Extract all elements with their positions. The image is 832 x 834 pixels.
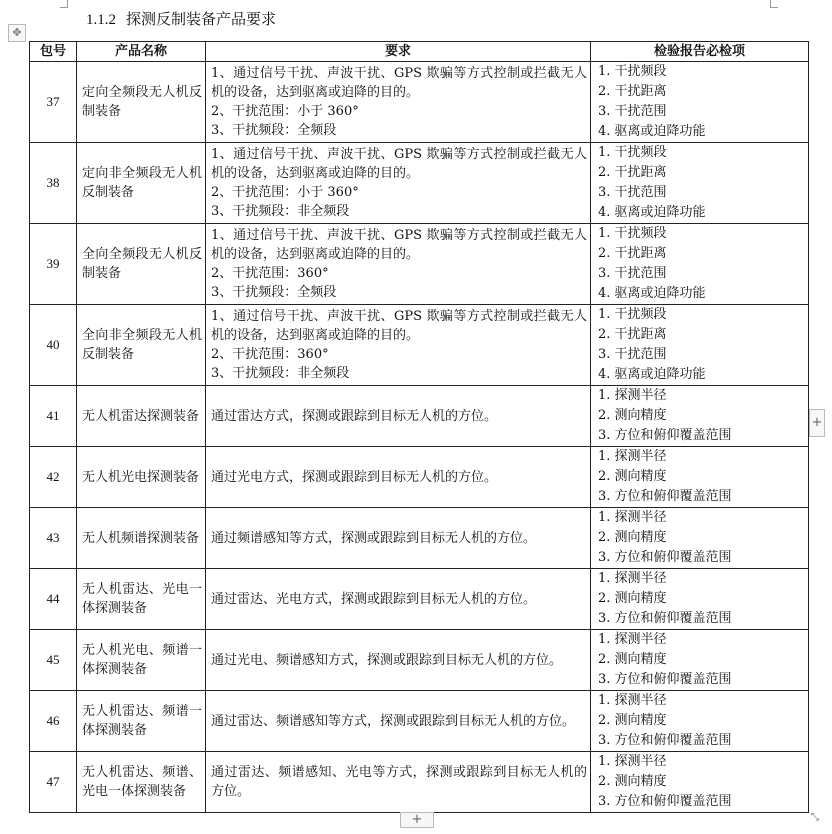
table-row	[30, 691, 809, 752]
required-test-item: 2. 测向精度	[598, 408, 667, 423]
package-number-cell: 40	[30, 305, 77, 386]
requirement-line: 1、通过信号干扰、声波干扰、GPS 欺骗等方式控制或拦截无人机的设备，达到驱离或迫降的目的。	[211, 309, 587, 343]
required-test-item: 1. 干扰频段	[598, 226, 667, 241]
required-tests-cell	[591, 143, 809, 224]
product-name-cell: 全向全频段无人机反制装备	[77, 224, 206, 305]
table-move-handle-icon[interactable]: ✥	[8, 24, 26, 42]
required-tests-cell	[591, 569, 809, 630]
package-number-cell: 41	[30, 386, 77, 447]
required-test-item: 1. 干扰频段	[598, 307, 667, 322]
package-number-cell: 38	[30, 143, 77, 224]
required-test-item: 2. 干扰距离	[598, 84, 667, 99]
required-test-item: 3. 方位和俯仰覆盖范围	[598, 794, 732, 809]
required-test-item: 4. 驱离或迫降功能	[598, 286, 706, 301]
requirement-line: 3、干扰频段：非全频段	[211, 366, 350, 381]
requirement-line: 通过雷达、频谱感知等方式，探测或跟踪到目标无人机的方位。	[211, 713, 576, 729]
requirements-cell	[206, 143, 591, 224]
product-name-cell: 无人机雷达探测装备	[77, 386, 206, 447]
table-resize-icon[interactable]: ⤡	[811, 812, 819, 823]
requirement-line: 通过雷达、光电方式，探测或跟踪到目标无人机的方位。	[211, 591, 537, 607]
requirement-line: 通过频谱感知等方式，探测或跟踪到目标无人机的方位。	[211, 530, 537, 546]
requirement-line: 通过雷达、频谱感知、光电等方式，探测或跟踪到目标无人机的方位。	[211, 765, 587, 799]
requirement-line: 3、干扰频段：非全频段	[211, 204, 350, 219]
table-row	[30, 386, 809, 447]
requirement-line: 2、干扰范围：小于 360°	[211, 185, 359, 200]
package-number-cell: 46	[30, 691, 77, 752]
requirements-cell	[206, 569, 591, 630]
required-tests-cell	[591, 752, 809, 813]
table-row	[30, 62, 809, 143]
required-test-item: 2. 测向精度	[598, 591, 667, 606]
package-number-cell: 39	[30, 224, 77, 305]
requirements-cell	[206, 224, 591, 305]
requirements-cell	[206, 386, 591, 447]
add-row-icon[interactable]: +	[400, 812, 434, 828]
product-name-cell: 无人机雷达、频谱、光电一体探测装备	[77, 752, 206, 813]
page-corner-mark-right	[770, 0, 778, 8]
required-tests-cell	[591, 62, 809, 143]
requirement-line: 2、干扰范围：360°	[211, 266, 329, 281]
requirements-cell	[206, 62, 591, 143]
required-test-item: 4. 驱离或迫降功能	[598, 124, 706, 139]
required-test-item: 3. 方位和俯仰覆盖范围	[598, 733, 732, 748]
required-test-item: 2. 干扰距离	[598, 165, 667, 180]
required-test-item: 1. 探测半径	[598, 388, 667, 403]
required-tests-cell	[591, 691, 809, 752]
required-test-item: 1. 探测半径	[598, 449, 667, 464]
requirement-line: 3、干扰频段：全频段	[211, 123, 337, 138]
requirement-line: 通过光电方式，探测或跟踪到目标无人机的方位。	[211, 469, 498, 485]
table-row	[30, 752, 809, 813]
required-tests-cell	[591, 508, 809, 569]
required-test-item: 1. 干扰频段	[598, 64, 667, 79]
section-title: 探测反制装备产品要求	[126, 10, 277, 28]
package-number-cell: 45	[30, 630, 77, 691]
table-row	[30, 630, 809, 691]
required-test-item: 1. 探测半径	[598, 632, 667, 647]
required-test-item: 1. 干扰频段	[598, 145, 667, 160]
required-test-item: 1. 探测半径	[598, 693, 667, 708]
section-heading	[86, 8, 276, 30]
header-product-name: 产品名称	[77, 42, 206, 62]
required-test-item: 2. 测向精度	[598, 774, 667, 789]
required-test-item: 2. 测向精度	[598, 469, 667, 484]
table-row	[30, 569, 809, 630]
product-name-cell: 定向全频段无人机反制装备	[77, 62, 206, 143]
required-test-item: 2. 干扰距离	[598, 327, 667, 342]
required-test-item: 4. 驱离或迫降功能	[598, 367, 706, 382]
required-tests-cell	[591, 386, 809, 447]
required-test-item: 3. 干扰范围	[598, 185, 667, 200]
product-name-cell: 无人机光电、频谱一体探测装备	[77, 630, 206, 691]
required-test-item: 3. 方位和俯仰覆盖范围	[598, 550, 732, 565]
required-test-item: 1. 探测半径	[598, 571, 667, 586]
required-test-item: 3. 方位和俯仰覆盖范围	[598, 611, 732, 626]
requirement-line: 1、通过信号干扰、声波干扰、GPS 欺骗等方式控制或拦截无人机的设备，达到驱离或迫降的目的。	[211, 147, 587, 181]
required-tests-cell	[591, 224, 809, 305]
add-column-icon[interactable]: +	[809, 409, 825, 437]
package-number-cell: 42	[30, 447, 77, 508]
product-name-cell: 无人机雷达、频谱一体探测装备	[77, 691, 206, 752]
table-row	[30, 305, 809, 386]
requirements-cell	[206, 305, 591, 386]
header-required-tests: 检验报告必检项	[591, 42, 809, 62]
requirement-line: 通过雷达方式，探测或跟踪到目标无人机的方位。	[211, 408, 498, 424]
package-number-cell: 43	[30, 508, 77, 569]
requirements-cell	[206, 508, 591, 569]
package-number-cell: 47	[30, 752, 77, 813]
requirements-cell	[206, 691, 591, 752]
product-name-cell: 无人机光电探测装备	[77, 447, 206, 508]
package-number-cell: 44	[30, 569, 77, 630]
requirement-line: 2、干扰范围：小于 360°	[211, 104, 359, 119]
requirement-line: 1、通过信号干扰、声波干扰、GPS 欺骗等方式控制或拦截无人机的设备，达到驱离或迫降的目的。	[211, 66, 587, 100]
required-test-item: 3. 干扰范围	[598, 347, 667, 362]
requirements-cell	[206, 630, 591, 691]
required-test-item: 3. 方位和俯仰覆盖范围	[598, 672, 732, 687]
required-test-item: 3. 干扰范围	[598, 266, 667, 281]
requirement-line: 1、通过信号干扰、声波干扰、GPS 欺骗等方式控制或拦截无人机的设备，达到驱离或迫降的目的。	[211, 228, 587, 262]
required-test-item: 3. 方位和俯仰覆盖范围	[598, 428, 732, 443]
product-name-cell: 定向非全频段无人机反制装备	[77, 143, 206, 224]
required-test-item: 2. 测向精度	[598, 652, 667, 667]
requirements-cell	[206, 447, 591, 508]
page-corner-mark-left	[60, 0, 68, 8]
table-header-row	[30, 42, 809, 62]
required-test-item: 2. 干扰距离	[598, 246, 667, 261]
product-name-cell: 无人机雷达、光电一体探测装备	[77, 569, 206, 630]
requirement-line: 2、干扰范围：360°	[211, 347, 329, 362]
required-test-item: 1. 探测半径	[598, 754, 667, 769]
table-row	[30, 447, 809, 508]
required-tests-cell	[591, 447, 809, 508]
required-tests-cell	[591, 630, 809, 691]
required-tests-cell	[591, 305, 809, 386]
required-test-item: 2. 测向精度	[598, 530, 667, 545]
required-test-item: 2. 测向精度	[598, 713, 667, 728]
requirement-line: 3、干扰频段：全频段	[211, 285, 337, 300]
product-name-cell: 无人机频谱探测装备	[77, 508, 206, 569]
required-test-item: 3. 方位和俯仰覆盖范围	[598, 489, 732, 504]
section-number: 1.1.2	[86, 12, 116, 28]
package-number-cell: 37	[30, 62, 77, 143]
required-test-item: 1. 探测半径	[598, 510, 667, 525]
table-row	[30, 508, 809, 569]
product-name-cell: 全向非全频段无人机反制装备	[77, 305, 206, 386]
table-row	[30, 143, 809, 224]
table-row	[30, 224, 809, 305]
required-test-item: 4. 驱离或迫降功能	[598, 205, 706, 220]
required-test-item: 3. 干扰范围	[598, 104, 667, 119]
header-package-no: 包号	[30, 42, 77, 62]
product-requirements-table	[29, 41, 809, 813]
requirements-cell	[206, 752, 591, 813]
header-requirements: 要求	[206, 42, 591, 62]
requirement-line: 通过光电、频谱感知方式，探测或跟踪到目标无人机的方位。	[211, 652, 563, 668]
